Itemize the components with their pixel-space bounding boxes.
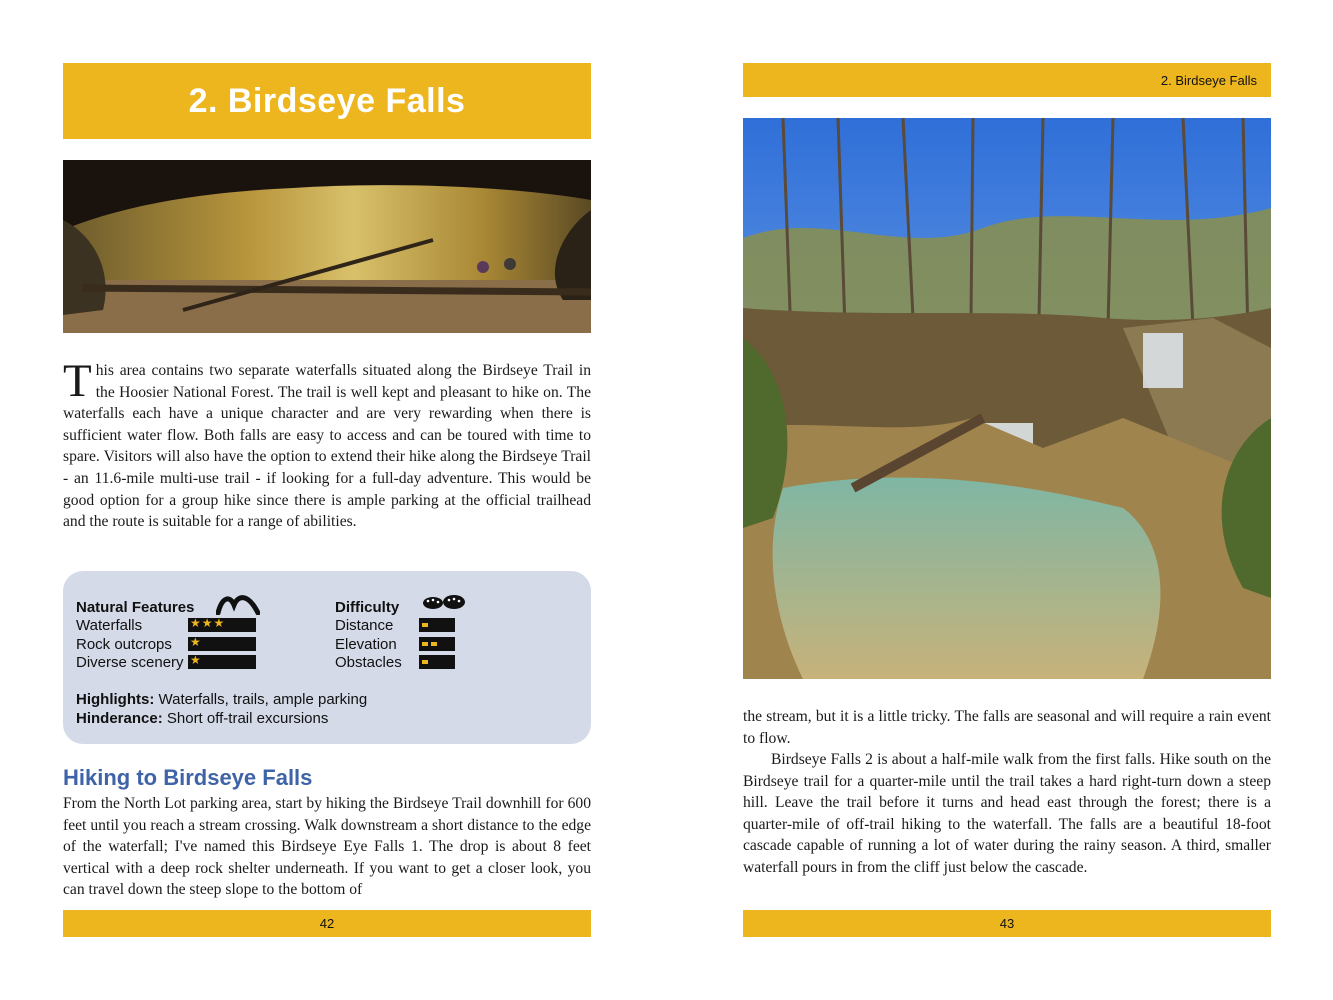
highlights-label: Highlights: [76,691,155,708]
intro-text: his area contains two separate waterfalls situated along the Birdseye Trail in the Hoosier National Forest. The trail is well kept and pleasant to hike on. The waterfalls each have a unique character and are very rewarding when there is sufficient water flow. Both falls are easy to access and can be toured with time to spare. Visitors will also have the option to extend their hike along the Birdseye Trail - an 11.6-mile multi-use trail - if looking for a full-day adventure. This would be good option for a group hike since there is ample parking at the official trailhead and the route is suitable for a range of abilities. [63,362,591,531]
difficulty-row [335,617,460,635]
difficulty-bar [419,655,455,669]
highlights-value: Waterfalls, trails, ample parking [158,691,368,708]
difficulty-row [335,636,460,654]
rating-label: Rock outcrops [76,636,172,653]
rating-row [76,636,258,654]
section-paragraph: From the North Lot parking area, start by hiking the Birdseye Trail downhill for 600 feet until you reach a stream crossing. Walk downstream a short distance to the edge of the waterfall; I've named this Birdseye Eye Falls 1. The drop is about 8 feet vertical with a deep rock shelter underneath. If you want to get a closer look, you can travel down the steep slope to the bottom of [63,795,591,899]
rating-row [76,654,258,672]
intro-paragraph [63,355,591,533]
star-icons: ★ [190,635,202,649]
difficulty-label: Obstacles [335,654,402,671]
running-header [743,63,1271,97]
features-box [63,571,591,744]
difficulty-label: Elevation [335,636,397,653]
page-number: 42 [319,916,335,931]
natural-features-heading: Natural Features [76,599,195,616]
rating-bar [188,618,256,632]
star-icons: ★★★ [190,616,226,630]
page-footer [743,910,1271,937]
hinderance-value: Short off-trail excursions [166,710,329,727]
waterfall-photo [743,118,1271,679]
star-icons: ★ [190,653,202,667]
rating-label: Diverse scenery [76,654,184,671]
hinderance-label: Hinderance: [76,710,163,727]
difficulty-bar [419,637,455,651]
drop-cap: T [63,355,92,407]
mountain-icon [216,593,260,615]
difficulty-level [422,623,428,627]
rating-label: Waterfalls [76,617,143,634]
hinderance-line [76,710,328,727]
highlights-line [76,691,367,708]
difficulty-level [422,642,437,646]
rating-bar [188,637,256,651]
rating-row [76,617,258,635]
difficulty-label: Distance [335,617,394,634]
continued-paragraph: the stream, but it is a little tricky. The falls are seasonal and will require a rain event to flow. [743,708,1271,747]
difficulty-row [335,654,460,672]
section-heading: Hiking to Birdseye Falls [63,765,313,790]
rating-bar [188,655,256,669]
bootprint-icon [421,592,467,614]
difficulty-bar [419,618,455,632]
difficulty-level [422,660,428,664]
falls-2-paragraph: Birdseye Falls 2 is about a half-mile walk from the first falls. Hike south on the Birdseye trail for a quarter-mile until the trail takes a hard right-turn down a steep hill. Leave the trail before it turns and head east through the forest; there is a quarter-mile of off-trail hiking to the waterfall. The falls are a beautiful 18-foot cascade capable of running a lot of water during the rainy season. A third, smaller waterfall pours in from the cliff just below the cascade. [743,751,1271,876]
difficulty-heading: Difficulty [335,599,400,616]
page-footer [63,910,591,937]
page-number: 43 [999,916,1015,931]
rock-shelter-photo [63,160,591,333]
chapter-title: 2. Birdseye Falls [188,81,466,120]
chapter-title-bar [63,63,591,139]
running-header-title: 2. Birdseye Falls [1160,73,1257,88]
